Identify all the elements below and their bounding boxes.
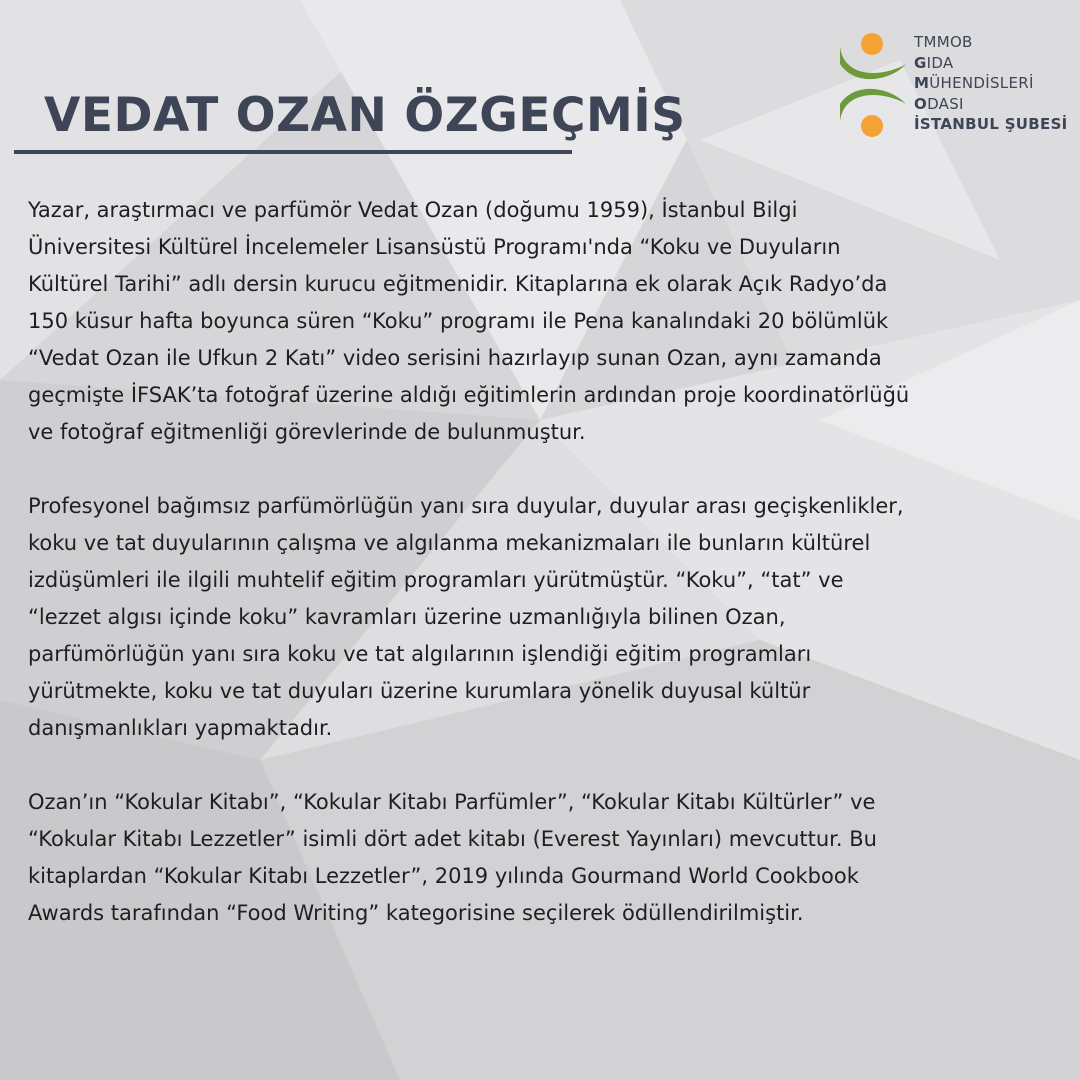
title-underline (14, 150, 572, 154)
biography-body (28, 192, 1058, 969)
biography-paragraph-2: Profesyonel bağımsız parfümörlüğün yanı sıra duyular, duyular arası geçişkenlikler, koku ve tat duyularının çalışma ve algılanma mekanizmaları ile bunların kültürel izdüşümleri ile ilgili muhtelif eğitim programları yürütmüştür. “Koku”, “tat” ve “lezzet algısı içinde koku” kavramları üzerine uzmanlığıyla bilinen Ozan, parfümörlüğün yanı sıra koku ve tat algılarının işlendiği eğitim programları yürütmekte, koku ve tat duyuları üzerine kurumlara yönelik duyusal kültür danışmanlıkları yapmaktadır. (28, 494, 904, 740)
logo-line-branch: İSTANBUL ŞUBESİ (914, 115, 1068, 133)
biography-paragraph-1: Yazar, araştırmacı ve parfümör Vedat Ozan (doğumu 1959), İstanbul Bilgi Üniversitesi Kültürel İncelemeler Lisansüstü Programı'nda “Koku ve Duyuların Kültürel Tarihi” adlı dersin kurucu eğitmenidir. Kitaplarına ek olarak Açık Radyo’da 150 küsur hafta boyunca süren “Koku” programı ile Pena kanalındaki 20 bölümlük “Vedat Ozan ile Ufkun 2 Katı” video serisini hazırlayıp sunan Ozan, aynı zamanda geçmişte İFSAK’ta fotoğraf üzerine aldığı eğitimlerin ardından proje koordinatörlüğü ve fotoğraf eğitmenliği görevlerinde de bulunmuştur. (28, 198, 910, 444)
logo-line-tmmob: TMMOB (914, 33, 973, 51)
logo-line-muhendisleri: MÜHENDİSLERİ (914, 74, 1034, 92)
organization-logo (836, 30, 1072, 142)
page-title: VEDAT OZAN ÖZGEÇMİŞ (44, 88, 686, 143)
logo-wordmark (914, 32, 1068, 135)
logo-line-odasi: ODASI (914, 94, 964, 113)
biography-paragraph-3: Ozan’ın “Kokular Kitabı”, “Kokular Kitabı Parfümler”, “Kokular Kitabı Kültürler” ve “Kokular Kitabı Lezzetler” isimli dört adet kitabı (Everest Yayınları) mevcuttur. Bu kitaplardan “Kokular Kitabı Lezzetler”, 2019 yılında Gourmand World Cookbook Awards tarafından “Food Writing” kategorisine seçilerek ödüllendirilmiştir. (28, 790, 877, 925)
logo-mark-icon (836, 30, 908, 140)
logo-line-gida: GIDA (914, 53, 954, 72)
